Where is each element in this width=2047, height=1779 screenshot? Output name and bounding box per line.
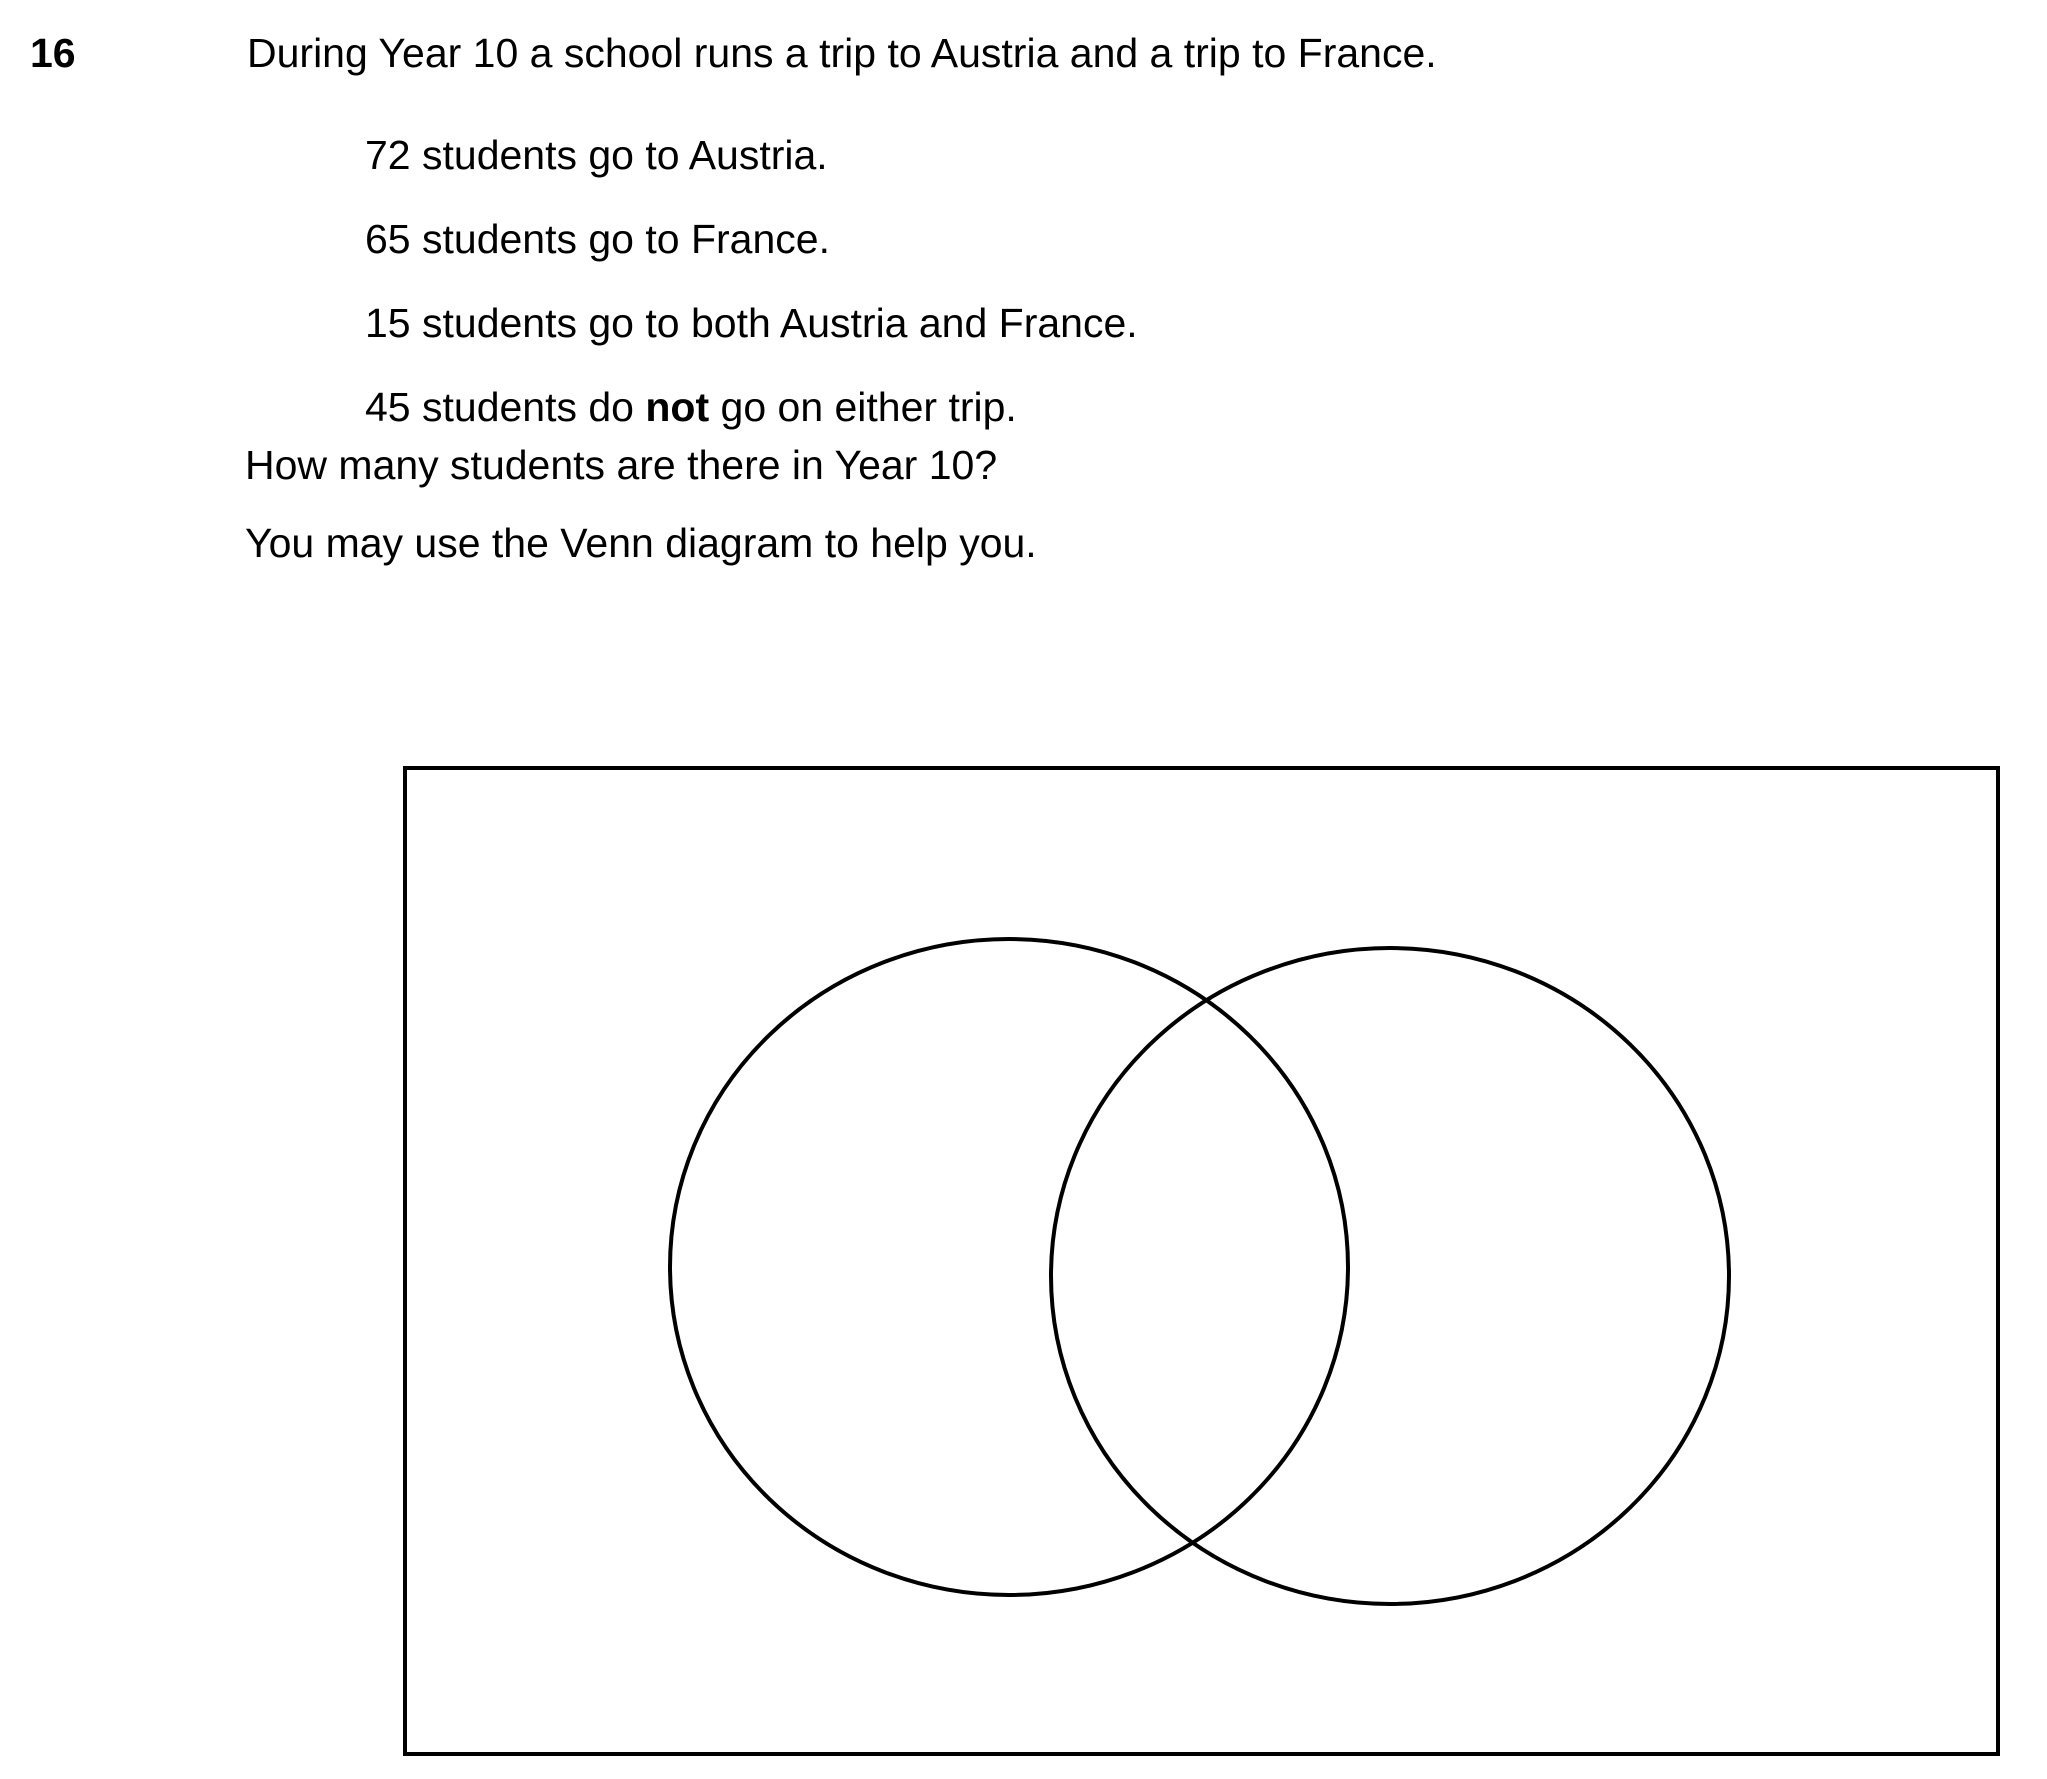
fact-both: 15 students go to both Austria and France. bbox=[365, 300, 1138, 346]
question-prompt: How many students are there in Year 10? bbox=[245, 442, 998, 488]
question-number: 16 bbox=[30, 30, 76, 76]
fact-france: 65 students go to France. bbox=[365, 216, 830, 262]
fact-neither-emphasis: not bbox=[645, 384, 710, 430]
universal-set-rectangle bbox=[405, 768, 1998, 1754]
question-intro: During Year 10 a school runs a trip to Austria and a trip to France. bbox=[247, 30, 1437, 76]
set-france-circle bbox=[1051, 948, 1729, 1604]
question-hint: You may use the Venn diagram to help you. bbox=[245, 520, 1037, 566]
fact-neither-before: 45 students do bbox=[365, 384, 646, 430]
fact-neither-after: go on either trip. bbox=[709, 384, 1017, 430]
fact-austria: 72 students go to Austria. bbox=[365, 132, 828, 178]
set-austria-circle bbox=[670, 939, 1348, 1595]
